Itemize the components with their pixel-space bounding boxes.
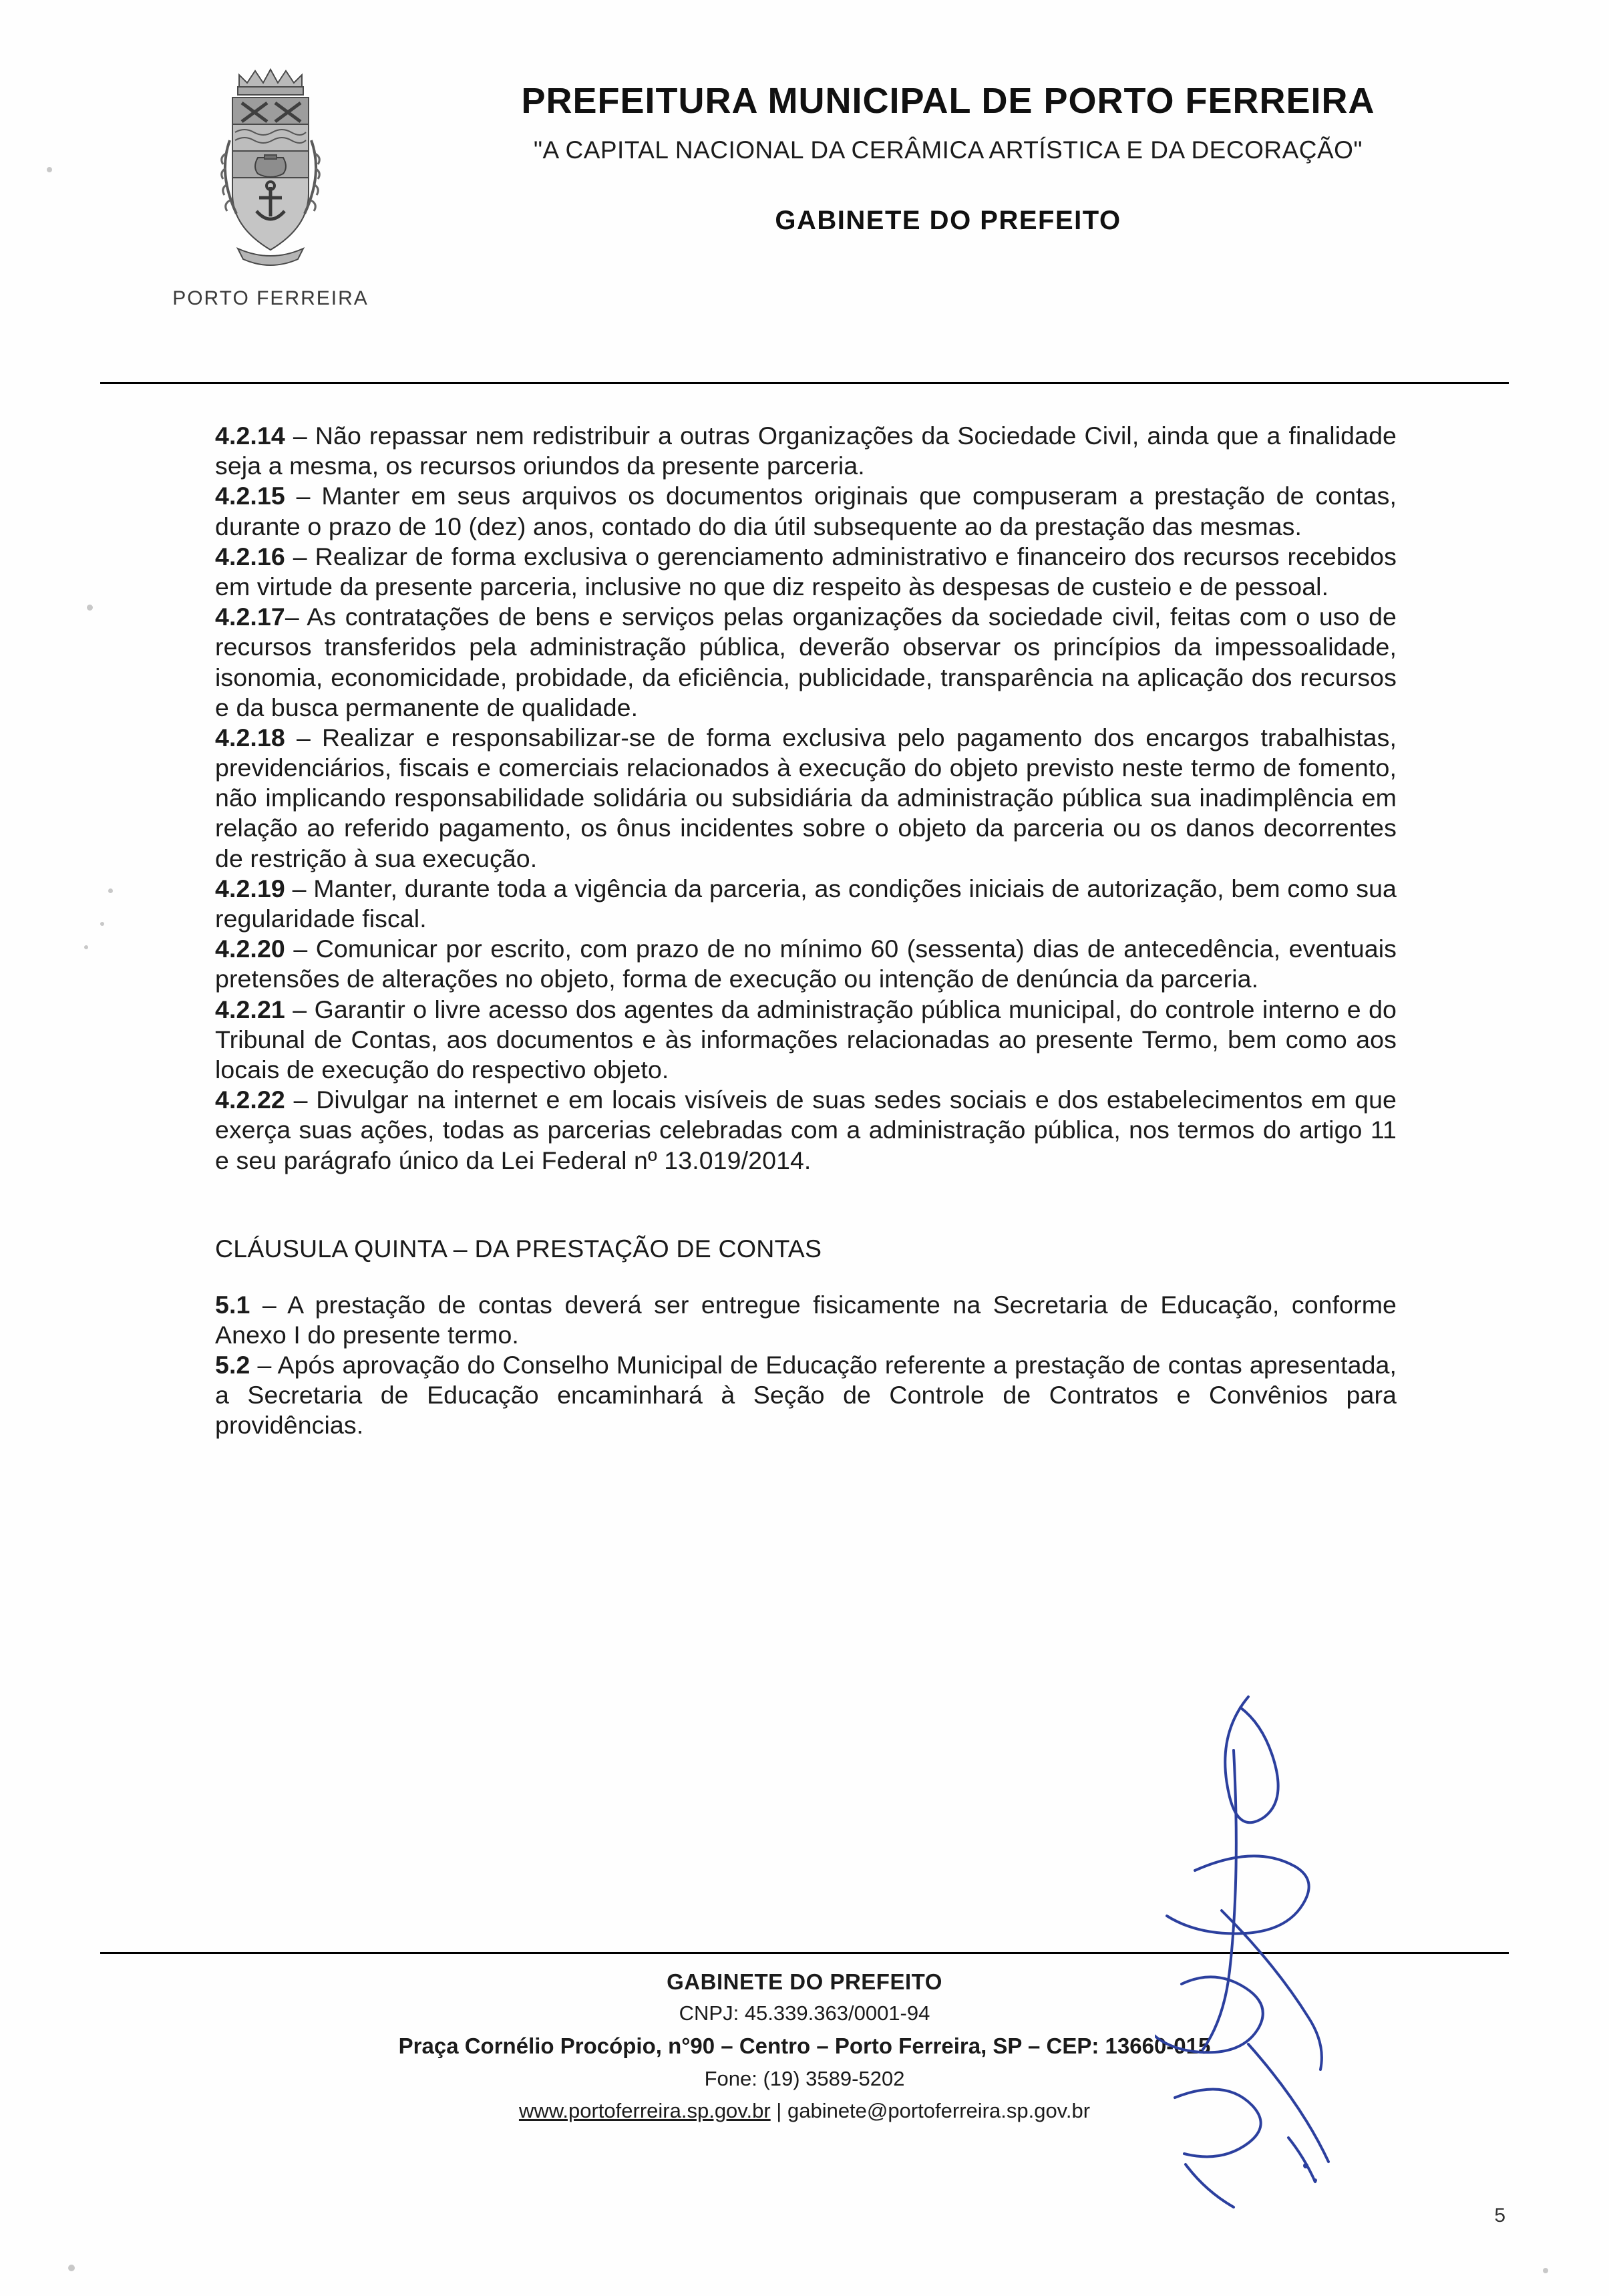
paragraph-number: 5.1	[215, 1290, 250, 1319]
scan-speck	[68, 2265, 75, 2271]
scan-speck	[108, 888, 113, 893]
document-header	[100, 60, 1509, 381]
footer-address: Praça Cornélio Procópio, n°90 – Centro – Porto Ferreira, SP – CEP: 13660-015	[398, 2033, 1211, 2058]
page-number: 5	[1494, 2204, 1505, 2227]
paragraph-4-2-19	[215, 874, 1397, 934]
footer-contact	[100, 2099, 1509, 2123]
paragraph-text: – As contratações de bens e serviços pelas organizações da sociedade civil, feitas com o uso de recursos transferidos pela administração pública, deverão observar os princípios da impessoalidade, isonomia, economicidade, probidade, da eficiência, publicidade, transparência na aplicação dos recursos e da busca permanente de qualidade.	[215, 603, 1397, 721]
paragraph-text: – Manter em seus arquivos os documentos originais que compuseram a prestação de contas, durante o prazo de 10 (dez) anos, contado do dia útil subsequente ao da prestação das mesmas.	[215, 482, 1397, 540]
paragraph-4-2-16	[215, 542, 1397, 602]
paragraph-5-2	[215, 1350, 1397, 1441]
paragraph-text: – Realizar de forma exclusiva o gerenciamento administrativo e financeiro dos recursos recebidos em virtude da presente parceria, inclusive no que diz respeito às despesas de custeio e de pessoal.	[215, 542, 1397, 601]
paragraph-4-2-14	[215, 421, 1397, 481]
footer-separator: |	[770, 2099, 787, 2122]
clause-title: CLÁUSULA QUINTA – DA PRESTAÇÃO DE CONTAS	[215, 1234, 822, 1263]
handwritten-signature	[1155, 1670, 1529, 2258]
footer-cnpj: CNPJ: 45.339.363/0001-94	[679, 2001, 930, 2025]
footer-email: gabinete@portoferreira.sp.gov.br	[787, 2099, 1091, 2122]
scan-speck	[100, 922, 104, 926]
paragraph-4-2-21	[215, 995, 1397, 1086]
crest-caption: PORTO FERREIRA	[172, 287, 369, 309]
scan-speck	[1543, 2268, 1548, 2273]
paragraph-5-1	[215, 1290, 1397, 1350]
paragraph-number: 4.2.14	[215, 422, 285, 450]
paragraph-number: 5.2	[215, 1351, 250, 1379]
scan-speck	[87, 605, 93, 611]
paragraph-number: 4.2.19	[215, 874, 285, 903]
coat-of-arms-icon	[200, 60, 341, 281]
department-title: GABINETE DO PREFEITO	[775, 206, 1121, 235]
paragraph-number: 4.2.15	[215, 482, 285, 510]
document-footer	[100, 1969, 1509, 2123]
paragraph-text: – Manter, durante toda a vigência da parceria, as condições iniciais de autorização, bem como sua regularidade fiscal.	[215, 874, 1397, 933]
paragraph-4-2-18	[215, 723, 1397, 874]
paragraph-text: – Divulgar na internet e em locais visíveis de suas sedes sociais e dos estabelecimentos em que exerça suas ações, todas as parcerias celebradas com a administração pública, nos termos do artigo 11 e seu parágrafo único da Lei Federal nº 13.019/2014.	[215, 1086, 1397, 1174]
paragraph-4-2-15	[215, 481, 1397, 541]
header-titles	[387, 80, 1509, 236]
footer-divider	[100, 1952, 1509, 1954]
header-divider	[100, 382, 1509, 384]
paragraph-number: 4.2.16	[215, 542, 285, 570]
document-body	[215, 421, 1397, 1441]
footer-phone: Fone: (19) 3589-5202	[704, 2067, 905, 2090]
paragraph-text: – Garantir o livre acesso dos agentes da administração pública municipal, do controle interno e do Tribunal de Contas, aos documentos e às informações relacionadas ao presente Termo, bem como aos locais de execução do respectivo objeto.	[215, 995, 1397, 1084]
page-subtitle: "A CAPITAL NACIONAL DA CERÂMICA ARTÍSTICA E DA DECORAÇÃO"	[533, 136, 1363, 164]
spacer	[215, 1263, 1397, 1290]
footer-office: GABINETE DO PREFEITO	[667, 1969, 942, 1994]
paragraph-4-2-20	[215, 934, 1397, 994]
paragraph-text: – Após aprovação do Conselho Municipal de Educação referente a prestação de contas apresentada, a Secretaria de Educação encaminhará à Seção de Controle de Contratos e Convênios para providências.	[215, 1351, 1397, 1440]
footer-website-link[interactable]: www.portoferreira.sp.gov.br	[518, 2099, 771, 2122]
paragraph-number: 4.2.20	[215, 935, 285, 963]
paragraph-text: – A prestação de contas deverá ser entregue fisicamente na Secretaria de Educação, conforme Anexo I do presente termo.	[215, 1290, 1397, 1349]
paragraph-text: – Realizar e responsabilizar-se de forma exclusiva pelo pagamento dos encargos trabalhistas, previdenciários, fiscais e comerciais relacionados à execução do objeto previsto neste termo de fomento, não implicando responsabilidade solidária ou subsidiária da administração pública sua inadimplência em relação ao referido pagamento, os ônus incidentes sobre o objeto da parceria ou os danos decorrentes de restrição à sua execução.	[215, 723, 1397, 872]
paragraph-text: – Comunicar por escrito, com prazo de no mínimo 60 (sessenta) dias de antecedência, eventuais pretensões de alterações no objeto, forma de execução ou intenção de denúncia da parceria.	[215, 935, 1397, 993]
crest-block	[160, 60, 381, 310]
paragraph-number: 4.2.22	[215, 1086, 285, 1114]
scan-speck	[84, 945, 88, 949]
paragraph-4-2-22	[215, 1085, 1397, 1176]
paragraph-number: 4.2.18	[215, 723, 285, 752]
paragraph-number: 4.2.21	[215, 995, 285, 1023]
scan-speck	[47, 167, 52, 172]
paragraph-number: 4.2.17	[215, 603, 285, 631]
paragraph-text: – Não repassar nem redistribuir a outras Organizações da Sociedade Civil, ainda que a finalidade seja a mesma, os recursos oriundos da presente parceria.	[215, 422, 1397, 480]
paragraph-4-2-17	[215, 602, 1397, 723]
page-title: PREFEITURA MUNICIPAL DE PORTO FERREIRA	[521, 81, 1375, 121]
